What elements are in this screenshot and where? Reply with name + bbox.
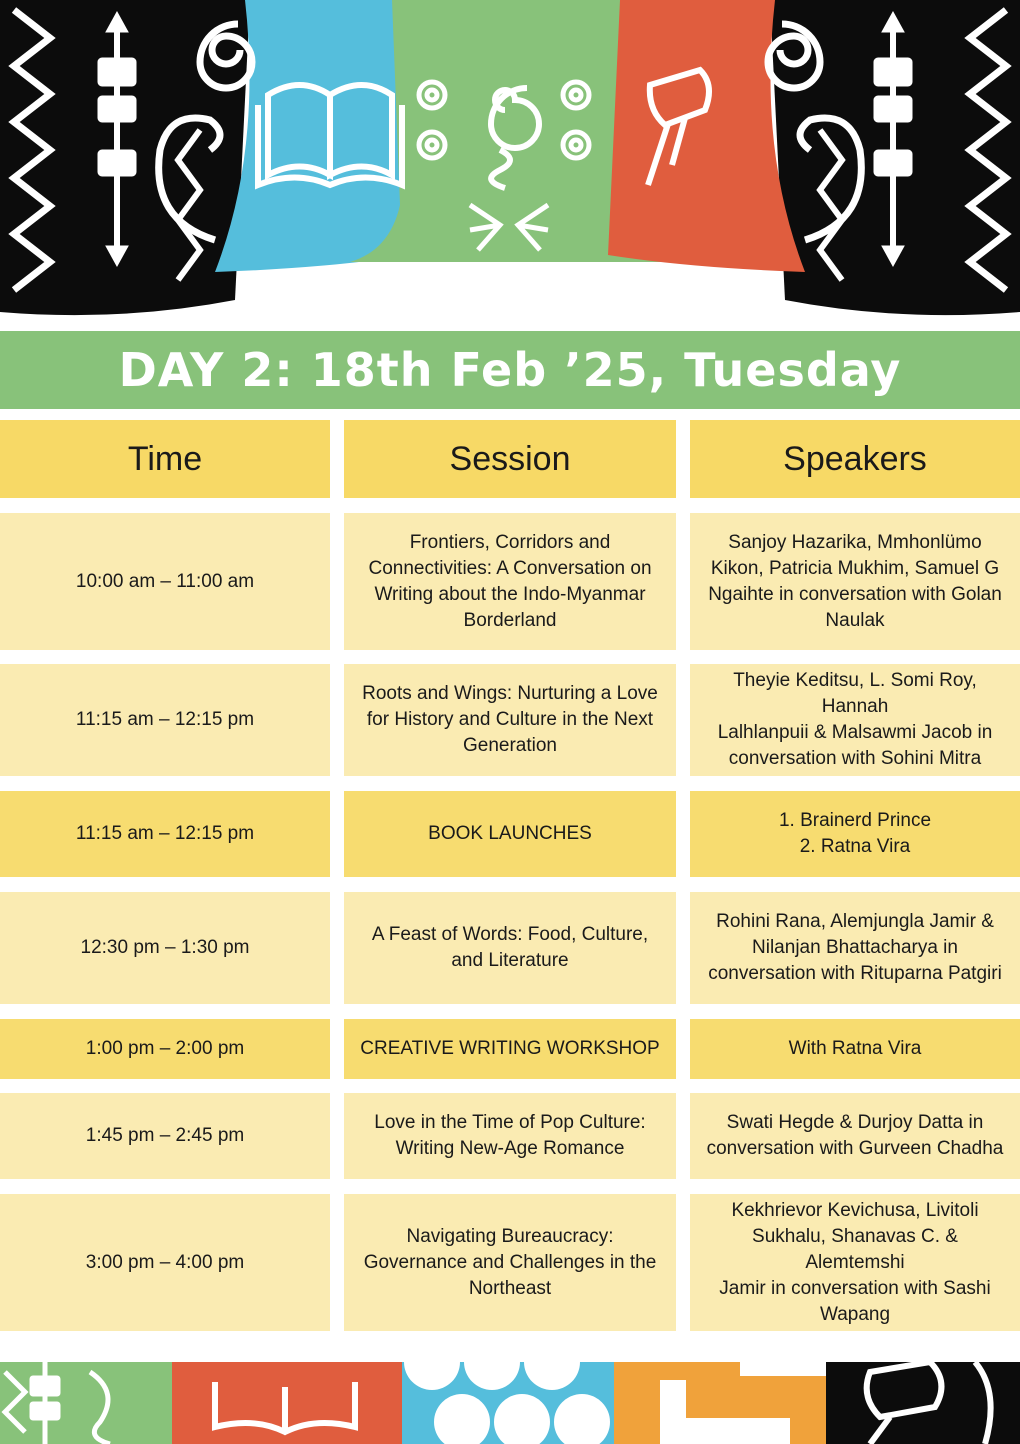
time-cell — [0, 513, 330, 650]
time-cell-text: 12:30 pm – 1:30 pm — [80, 937, 250, 958]
speakers-cell-text: Theyie Keditsu, L. Somi Roy, Hannah Lalhlanpuii & Malsawmi Jacob in conversation with Sohini Mitra — [717, 670, 993, 769]
speakers-cell-text: Sanjoy Hazarika, Mmhonlümo Kikon, Patricia Mukhim, Samuel G Ngaihte in conversation with Golan Naulak — [708, 531, 1002, 631]
time-cell — [0, 664, 330, 776]
time-cell — [0, 1194, 330, 1331]
day-title-bar — [0, 331, 1020, 409]
time-cell-text: 10:00 am – 11:00 am — [75, 570, 255, 592]
session-cell — [344, 513, 676, 650]
session-cell — [344, 1194, 676, 1331]
time-cell-text: 1:45 pm – 2:45 pm — [85, 1125, 245, 1146]
speakers-cell — [690, 1019, 1020, 1079]
speakers-cell-text: Kekhrievor Kevichusa, Livitoli Sukhalu, Shanavas C. & Alemtemshi Jamir in conversation with Sashi Wapang — [719, 1199, 991, 1325]
session-cell-text: A Feast of Words: Food, Culture, and Literature — [371, 924, 649, 971]
time-cell — [0, 1093, 330, 1179]
speakers-cell — [690, 1194, 1020, 1331]
footer-green-block — [0, 1362, 172, 1444]
session-cell-text: Love in the Time of Pop Culture: Writing New-Age Romance — [374, 1112, 646, 1159]
session-cell-text: Navigating Bureaucracy: Governance and Challenges in the Northeast — [363, 1225, 657, 1299]
column-header-speakers: Speakers — [690, 420, 1020, 498]
column-header-session: Session — [344, 420, 676, 498]
speakers-cell — [690, 791, 1020, 877]
speakers-cell-text: Swati Hegde & Durjoy Datta in conversation with Gurveen Chadha — [706, 1112, 1004, 1159]
session-cell — [344, 664, 676, 776]
speakers-cell — [690, 664, 1020, 776]
time-cell — [0, 892, 330, 1004]
time-cell-text: 11:15 am – 12:15 pm — [75, 709, 255, 730]
column-header-time: Time — [0, 420, 330, 498]
speakers-cell-text: Rohini Rana, Alemjungla Jamir & Nilanjan Bhattacharya in conversation with Rituparna Patgiri — [708, 911, 1002, 984]
session-cell — [344, 1093, 676, 1179]
session-cell-text: Frontiers, Corridors and Connectivities: A Conversation on Writing about the Indo-Myanmar Borderland — [368, 531, 652, 631]
time-cell — [0, 791, 330, 877]
footer-pattern — [0, 1362, 1020, 1444]
speakers-cell — [690, 892, 1020, 1004]
session-cell-text: BOOK LAUNCHES — [428, 823, 592, 844]
speakers-cell — [690, 513, 1020, 650]
time-cell — [0, 1019, 330, 1079]
session-cell-text: CREATIVE WRITING WORKSHOP — [360, 1038, 660, 1059]
time-cell-text: 3:00 pm – 4:00 pm — [85, 1251, 245, 1273]
session-cell — [344, 892, 676, 1004]
festival-banner — [0, 0, 1020, 330]
session-cell — [344, 1019, 676, 1079]
session-cell — [344, 791, 676, 877]
speakers-cell-text: With Ratna Vira — [788, 1038, 922, 1059]
session-cell-text: Roots and Wings: Nurturing a Love for History and Culture in the Next Generation — [362, 683, 658, 756]
speakers-cell-text: 1. Brainerd Prince 2. Ratna Vira — [778, 810, 932, 857]
time-cell-text: 1:00 pm – 2:00 pm — [85, 1038, 245, 1059]
day-title: DAY 2: 18th Feb ’25, Tuesday — [118, 343, 902, 397]
time-cell-text: 11:15 am – 12:15 pm — [75, 823, 255, 844]
speakers-cell — [690, 1093, 1020, 1179]
